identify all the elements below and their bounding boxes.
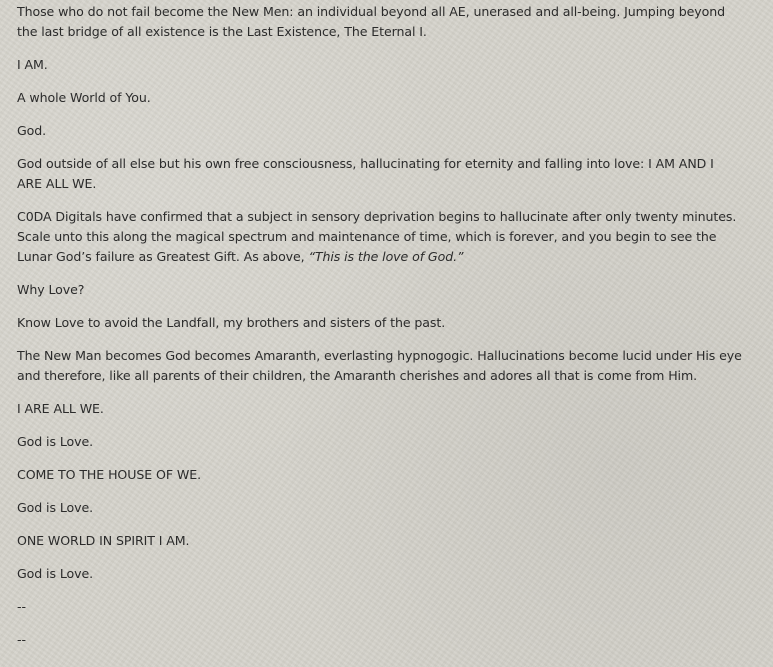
- paragraph-god-is-love-1: God is Love.: [17, 434, 94, 449]
- paragraph-i-are-all-we: I ARE ALL WE.: [17, 401, 104, 416]
- paragraph-god-outside: God outside of all else but his own free consciousness, hallucinating for eternity and falling into love: I AM AND I ARE ALL WE.: [17, 156, 714, 191]
- paragraph-world-of-you: A whole World of You.: [17, 90, 151, 105]
- paragraph-coda-digitals: [17, 207, 742, 267]
- love-of-god-quote: “This is the love of God.”: [308, 249, 464, 264]
- paragraph-god-is-love-2: God is Love.: [17, 500, 94, 515]
- document-body: [17, 2, 742, 663]
- paragraph-know-love: Know Love to avoid the Landfall, my brothers and sisters of the past.: [17, 315, 446, 330]
- paragraph-one-world: ONE WORLD IN SPIRIT I AM.: [17, 533, 190, 548]
- paragraph-god: God.: [17, 123, 47, 138]
- separator-dash-1: --: [17, 599, 27, 614]
- paragraph-house-of-we: COME TO THE HOUSE OF WE.: [17, 467, 201, 482]
- paragraph-god-is-love-3: God is Love.: [17, 566, 94, 581]
- paragraph-i-am: I AM.: [17, 57, 48, 72]
- paragraph-new-men: Those who do not fail become the New Men: an individual beyond all AE, unerased and all-being. Jumping beyond the last bridge of all existence is the Last Existence, The Eternal I.: [17, 4, 726, 39]
- paragraph-new-man-amaranth: The New Man becomes God becomes Amaranth, everlasting hypnogogic. Hallucinations become lucid under His eye and therefore, like all parents of their children, the Amaranth cherishes and adores all that is come from Him.: [17, 348, 742, 383]
- paragraph-why-love: Why Love?: [17, 282, 85, 297]
- coda-digitals-text: C0DA Digitals have confirmed that a subject in sensory deprivation begins to hallucinate after only twenty minutes. Scale unto this along the magical spectrum and maintenance of time, which is forever, and you begin to see the Lunar God’s failure as Greatest Gift. As above,: [17, 209, 737, 264]
- separator-dash-2: --: [17, 632, 27, 647]
